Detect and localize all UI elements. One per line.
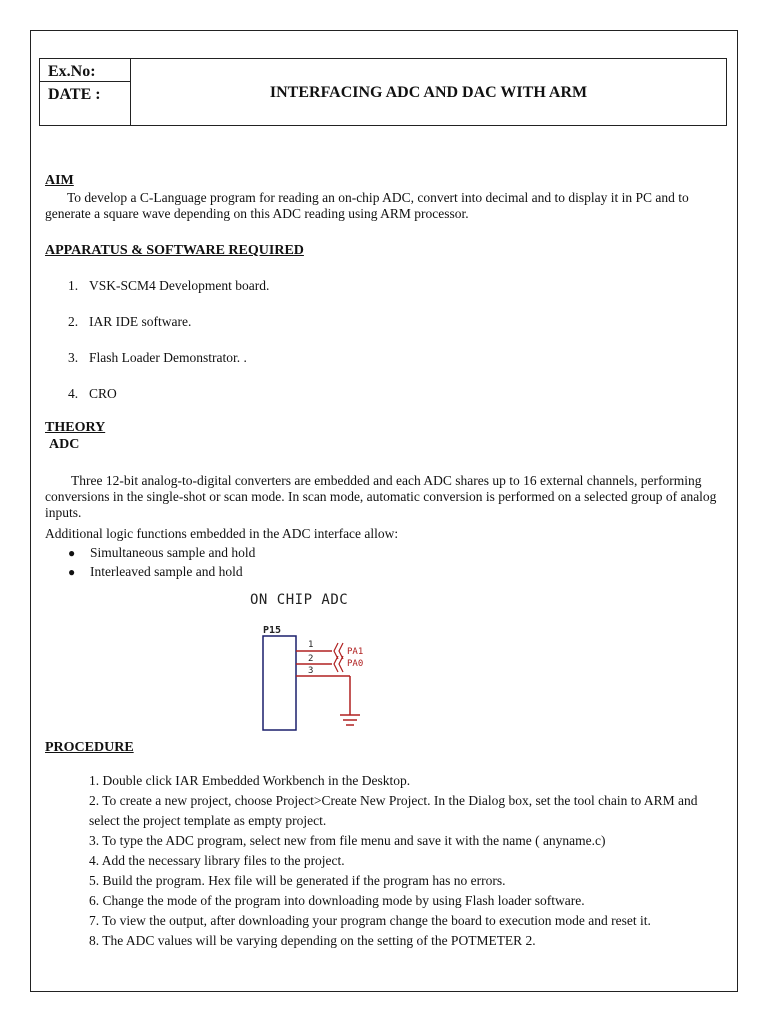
procedure-step: 1. Double click IAR Embedded Workbench in the Desktop. bbox=[89, 773, 411, 788]
signal-arrow-icon bbox=[334, 643, 343, 659]
bullet-icon: ● bbox=[68, 546, 76, 560]
signal-arrow-icon bbox=[334, 656, 343, 672]
apparatus-item: 1. VSK-SCM4 Development board. bbox=[68, 278, 270, 293]
procedure-list bbox=[89, 771, 729, 951]
procedure-step: 2. To create a new project, choose Project>Create New Project. In the Dialog box, set the tool chain to ARM and select the project template as empty project. bbox=[89, 793, 698, 828]
exno-label: Ex.No: bbox=[48, 63, 96, 80]
pin-number: 3 bbox=[308, 666, 314, 676]
procedure-step: 5. Build the program. Hex file will be generated if the program has no errors. bbox=[89, 873, 506, 888]
procedure-step: 6. Change the mode of the program into downloading mode by using Flash loader software. bbox=[89, 893, 585, 908]
theory-paragraph: Three 12-bit analog-to-digital converters are embedded and each ADC shares up to 16 external channels, performing conversions in the single-shot or scan mode. In scan mode, automatic conversion is performed on a selected group of analog inputs. bbox=[45, 473, 717, 520]
signal-label: PA1 bbox=[347, 647, 364, 657]
adc-subheading: ADC bbox=[49, 437, 80, 452]
exno-rule bbox=[40, 81, 130, 82]
theory-additional: Additional logic functions embedded in the ADC interface allow: bbox=[45, 526, 399, 541]
document-title: INTERFACING ADC AND DAC WITH ARM bbox=[269, 84, 588, 101]
bullet-icon: ● bbox=[68, 565, 76, 579]
procedure-step: 4. Add the necessary library files to the project. bbox=[89, 853, 345, 868]
signal-label: PA0 bbox=[347, 659, 364, 669]
component-label: P15 bbox=[263, 625, 282, 636]
connector-body bbox=[263, 636, 296, 730]
schematic-title: ON CHIP ADC bbox=[250, 592, 349, 608]
theory-heading: THEORY bbox=[45, 420, 106, 435]
pin-number: 2 bbox=[308, 654, 314, 664]
schematic-diagram bbox=[250, 622, 380, 772]
apparatus-item: 3. Flash Loader Demonstrator. . bbox=[68, 350, 247, 365]
apparatus-item: 2. IAR IDE software. bbox=[68, 314, 192, 329]
theory-bullet: ● Simultaneous sample and hold bbox=[68, 545, 256, 560]
aim-heading: AIM bbox=[45, 173, 74, 188]
procedure-step: 7. To view the output, after downloading your program change the board to execution mode and reset it. bbox=[89, 913, 651, 928]
header-table bbox=[39, 58, 727, 126]
aim-text: To develop a C-Language program for reading an on-chip ADC, convert into decimal and to display it in PC and to generate a square wave depending on this ADC reading using ARM processor. bbox=[45, 190, 689, 221]
date-label: DATE : bbox=[48, 86, 101, 103]
ground-icon bbox=[340, 715, 360, 725]
pin-number: 1 bbox=[308, 640, 314, 650]
procedure-step: 8. The ADC values will be varying depending on the setting of the POTMETER 2. bbox=[89, 933, 536, 948]
procedure-heading: PROCEDURE bbox=[45, 740, 134, 755]
apparatus-item: 4. CRO bbox=[68, 386, 117, 401]
apparatus-heading: APPARATUS & SOFTWARE REQUIRED bbox=[45, 243, 304, 258]
theory-bullet: ● Interleaved sample and hold bbox=[68, 564, 243, 579]
procedure-step: 3. To type the ADC program, select new from file menu and save it with the name ( anyname.c) bbox=[89, 833, 606, 848]
